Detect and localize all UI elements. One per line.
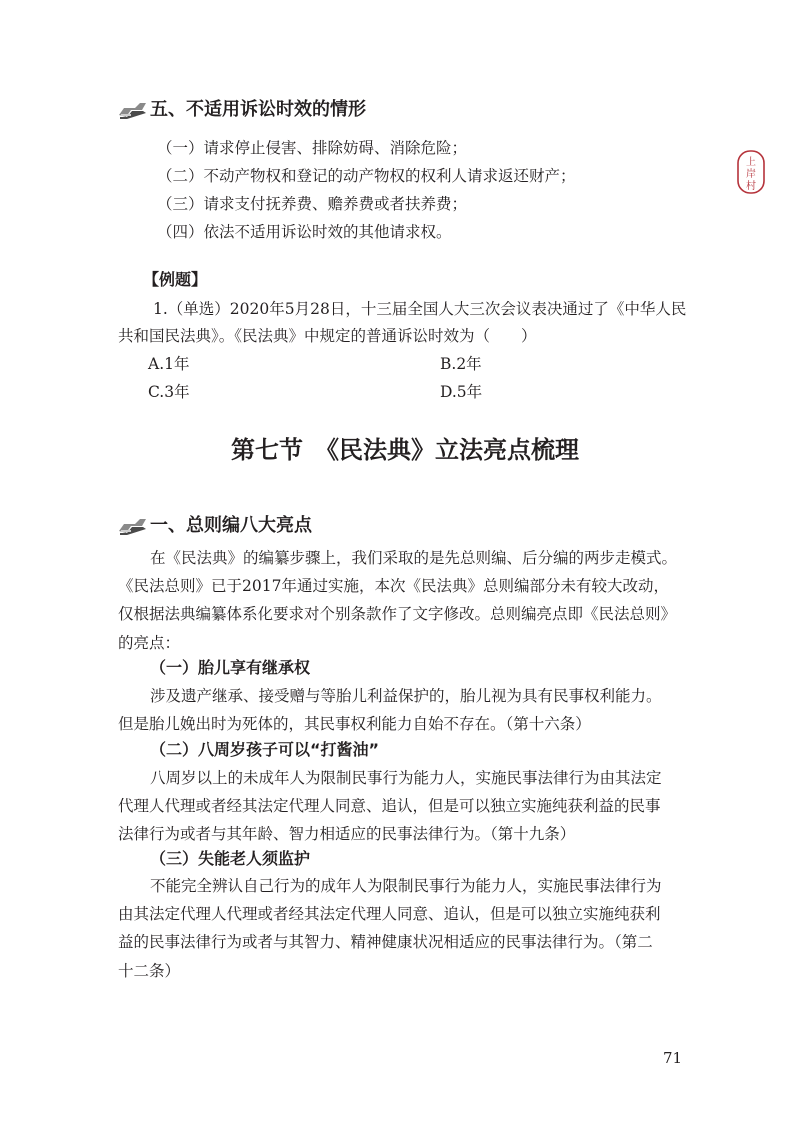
book-icon [118,516,148,536]
paragraph-line: 十二条） [118,961,181,980]
example-option-d: D.5年 [440,383,483,401]
paragraph-line: 《民法总则》已于2017年通过实施，本次《民法典》总则编部分未有较大改动， [118,577,669,596]
svg-text:岸: 岸 [746,169,756,180]
point1-heading: （一）胎儿享有继承权 [150,658,311,677]
paragraph-line: 的亮点： [118,633,181,652]
paragraph-line: 但是胎儿娩出时为死体的，其民事权利能力自始不存在。（第十六条） [118,715,591,734]
section5-item-1: （一）请求停止侵害、排除妨碍、消除危险； [157,139,468,157]
book-icon [118,100,148,120]
seal-logo [737,150,765,194]
section1-heading [118,514,312,538]
intro-paragraph [118,544,690,657]
paragraph-line: 仅根据法典编纂体系化要求对个别条款作了文字修改。总则编亮点即《民法总则》 [118,605,677,624]
paragraph-line: 涉及遗产继承、接受赠与等胎儿利益保护的，胎儿视为具有民事权利能力。 [150,687,662,705]
paragraph-line: 在《民法典》的编纂步骤上，我们采取的是先总则编、后分编的两步走模式。 [150,549,678,567]
paragraph-line: 益的民事法律行为或者与其智力、精神健康状况相适应的民事法律行为。（第二 [118,933,653,952]
point1-paragraph [118,682,690,738]
section5-item-4: （四）依法不适用诉讼时效的其他请求权。 [157,223,452,241]
example-question-line2: 共和国民法典》。《民法典》中规定的普通诉讼时效为（ ） [118,327,537,345]
point2-paragraph [118,764,690,849]
point3-paragraph [118,872,690,985]
example-option-a: A.1年 [148,355,190,373]
point2-heading: （二）八周岁孩子可以“打酱油” [150,740,380,759]
example-label: 【例题】 [143,270,208,289]
paragraph-line: 法律行为或者与其年龄、智力相适应的民事法律行为。（第十九条） [118,825,576,844]
page-number: 71 [663,1049,683,1067]
paragraph-line: 代理人代理或者经其法定代理人同意、追认，但是可以独立实施纯获利益的民事 [118,797,661,816]
section5-title: 五、不适用诉讼时效的情形 [150,99,366,120]
section5-heading [118,98,366,122]
point3-heading: （三）失能老人须监护 [150,849,311,868]
paragraph-line: 由其法定代理人代理或者经其法定代理人同意、追认，但是可以独立实施纯获利 [118,905,661,924]
example-option-c: C.3年 [148,383,190,401]
example-option-b: B.2年 [440,355,482,373]
chapter-title: 第七节 《民法典》立法亮点梳理 [231,435,579,464]
svg-text:上: 上 [746,157,756,168]
section1-title: 一、总则编八大亮点 [150,515,312,536]
section5-item-3: （三）请求支付抚养费、赡养费或者扶养费； [157,195,468,213]
section5-item-2: （二）不动产物权和登记的动产物权的权利人请求返还财产； [157,167,576,185]
example-question-line1: 1.（单选）2020年5月28日，十三届全国人大三次会议表决通过了《中华人民 [153,300,687,318]
paragraph-line: 不能完全辨认自己行为的成年人为限制民事行为能力人，实施民事法律行为 [150,877,662,895]
svg-text:村: 村 [746,181,756,192]
paragraph-line: 八周岁以上的未成年人为限制民事行为能力人，实施民事法律行为由其法定 [150,769,662,787]
